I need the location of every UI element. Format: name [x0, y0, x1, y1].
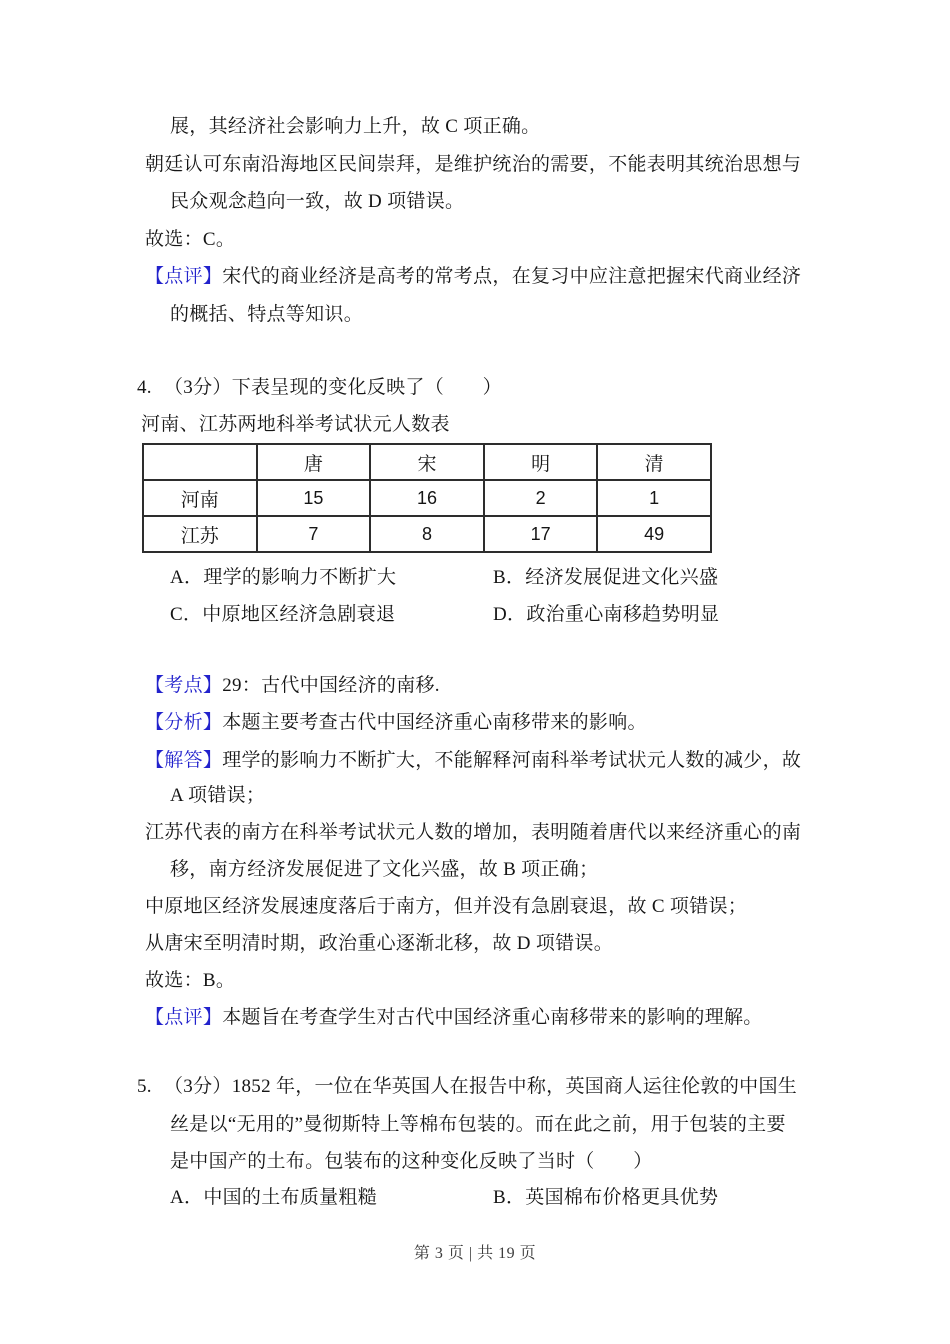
table-row	[143, 516, 711, 552]
value-cell: 8	[370, 516, 484, 552]
page-number-footer: 第 3 页 | 共 19 页	[413, 1245, 537, 1262]
solution3-answer-line: 故选：C。	[145, 229, 236, 250]
question5-stem-line-1	[137, 1068, 797, 1106]
value-cell: 15	[257, 480, 371, 516]
value-cell: 16	[370, 480, 484, 516]
jieda-text: 理学的影响力不断扩大，不能解释河南科举考试状元人数的减少，故	[222, 750, 802, 771]
question4-jieda-line-6: 从唐宋至明清时期，政治重心逐渐北移，故 D 项错误。	[145, 933, 614, 954]
question4-jieda-line-1	[145, 742, 801, 780]
question4-dianping-line	[145, 999, 763, 1037]
table-header-cell: 唐	[257, 444, 371, 480]
value-cell: 7	[257, 516, 371, 552]
solution3-body-line: 朝廷认可东南沿海地区民间崇拜，是维护统治的需要，不能表明其统治思想与	[145, 154, 802, 175]
question5-option-a: A．中国的土布质量粗糙	[170, 1187, 378, 1208]
table-row	[143, 480, 711, 516]
solution3-continuation-line: 展，其经济社会影响力上升，故 C 项正确。	[170, 116, 541, 137]
value-cell: 1	[597, 480, 711, 516]
question5-stem-line-2: 丝是以“无用的”曼彻斯特上等棉布包装的。而在此之前，用于包装的主要	[170, 1114, 786, 1135]
question5-stem-line-3: 是中国产的土布。包装布的这种变化反映了当时（ ）	[170, 1151, 653, 1172]
kaodian-text: 29：古代中国经济的南移.	[222, 675, 440, 696]
question4-jieda-line-3: 江苏代表的南方在科举考试状元人数的增加，表明随着唐代以来经济重心的南	[145, 822, 802, 843]
question4-stem: （3分）下表呈现的变化反映了（ ）	[164, 377, 502, 398]
table-header-row	[143, 444, 711, 480]
jieda-label: 【解答】	[145, 750, 223, 771]
solution3-comment-line-2: 的概括、特点等知识。	[170, 304, 364, 325]
question4-number: 4.	[137, 377, 152, 398]
question5-option-b: B．英国棉布价格更具优势	[493, 1187, 719, 1208]
table-corner-cell	[143, 444, 257, 480]
fenxi-text: 本题主要考查古代中国经济重心南移带来的影响。	[222, 712, 647, 733]
question5-number: 5.	[137, 1076, 152, 1097]
question5-stem: （3分）1852 年，一位在华英国人在报告中称，英国商人运往伦敦的中国生	[164, 1076, 798, 1097]
solution3-continuation-line-2: 民众观念趋向一致，故 D 项错误。	[170, 191, 465, 212]
question4-table-caption: 河南、江苏两地科举考试状元人数表	[141, 414, 450, 435]
exam-champions-table	[142, 443, 712, 553]
question4-answer-line: 故选：B。	[145, 970, 236, 991]
table-header-cell: 宋	[370, 444, 484, 480]
solution3-comment-line	[145, 258, 801, 296]
question4-option-b: B．经济发展促进文化兴盛	[493, 567, 719, 588]
value-cell: 49	[597, 516, 711, 552]
comment-label: 【点评】	[145, 266, 223, 287]
question4-option-d: D．政治重心南移趋势明显	[493, 604, 720, 625]
question4-option-c: C．中原地区经济急剧衰退	[170, 604, 396, 625]
question4-jieda-line-4: 移，南方经济发展促进了文化兴盛，故 B 项正确；	[170, 859, 599, 880]
comment-text: 宋代的商业经济是高考的常考点，在复习中应注意把握宋代商业经济	[222, 266, 802, 287]
value-cell: 2	[484, 480, 598, 516]
table-header-cell: 明	[484, 444, 598, 480]
question4-option-a: A．理学的影响力不断扩大	[170, 567, 397, 588]
fenxi-label: 【分析】	[145, 712, 223, 733]
kaodian-label: 【考点】	[145, 675, 223, 696]
question4-kaodian-line	[145, 667, 440, 705]
dianping-label: 【点评】	[145, 1007, 223, 1028]
question4-stem-line	[137, 369, 502, 407]
question4-jieda-line-5: 中原地区经济发展速度落后于南方，但并没有急剧衰退，故 C 项错误；	[145, 896, 748, 917]
value-cell: 17	[484, 516, 598, 552]
question4-jieda-line-2: A 项错误；	[170, 785, 266, 806]
table-header-cell: 清	[597, 444, 711, 480]
question4-fenxi-line	[145, 704, 647, 742]
row-label-cell: 江苏	[143, 516, 257, 552]
row-label-cell: 河南	[143, 480, 257, 516]
dianping-text: 本题旨在考查学生对古代中国经济重心南移带来的影响的理解。	[222, 1007, 763, 1028]
